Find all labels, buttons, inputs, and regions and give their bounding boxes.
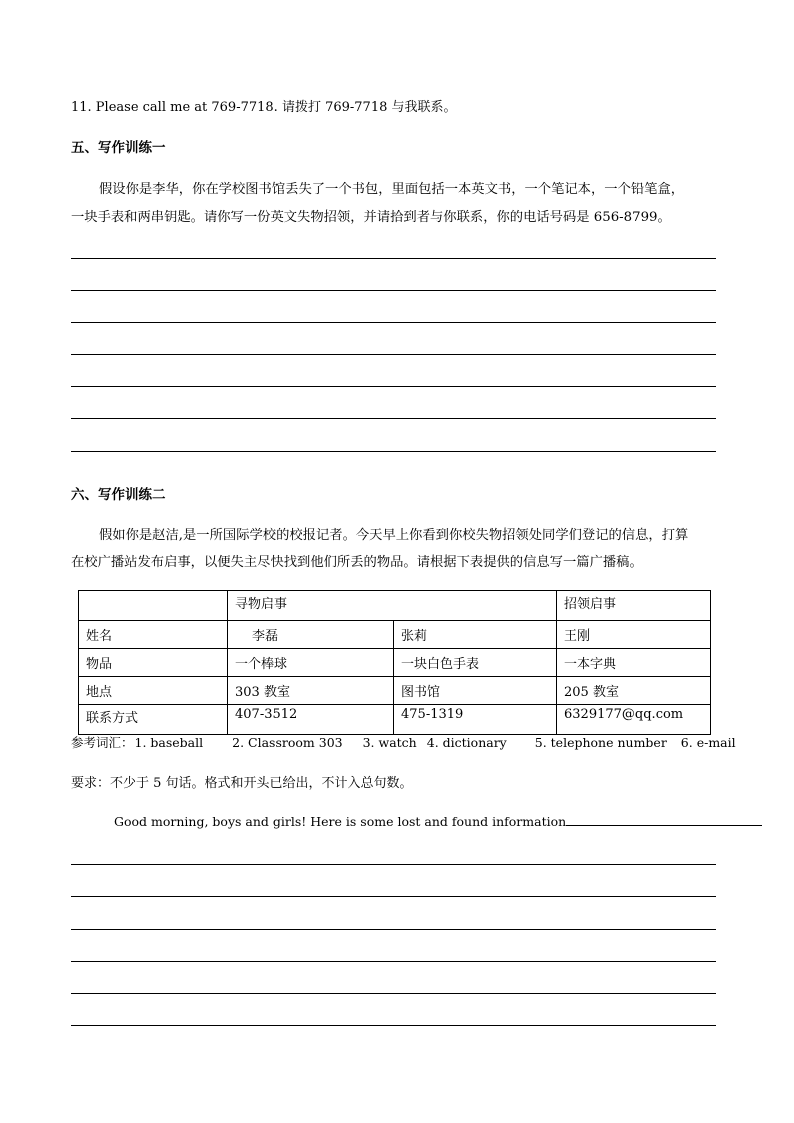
writing-line xyxy=(71,290,716,291)
writing-line xyxy=(71,322,716,323)
row-label: 物品 xyxy=(79,649,228,677)
table-cell: 图书馆 xyxy=(394,677,557,705)
writing-line xyxy=(71,993,716,994)
vocab-item: 4. dictionary xyxy=(426,735,507,750)
table-cell: 6329177@qq.com xyxy=(557,705,711,735)
table-cell: 一个棒球 xyxy=(228,649,394,677)
table-cell: 205 教室 xyxy=(557,677,711,705)
section-5-paragraph-line2: 一块手表和两串钥匙。请你写一份英文失物招领，并请拾到者与你联系，你的电话号码是 656-8799。 xyxy=(71,210,671,225)
table-cell: 475-1319 xyxy=(394,705,557,735)
table-cell: 王刚 xyxy=(557,621,711,649)
vocab-item: 5. telephone number xyxy=(534,735,667,750)
found-notice-header: 招领启事 xyxy=(557,591,711,621)
vocab-item: 1. baseball xyxy=(134,735,204,750)
table-header-row xyxy=(79,591,711,621)
sentence-11: 11. Please call me at 769-7718. 请拨打 769-7718 与我联系。 xyxy=(71,100,457,115)
writing-line xyxy=(71,258,716,259)
writing-line xyxy=(71,929,716,930)
table-row xyxy=(79,621,711,649)
requirement-text: 要求：不少于 5 句话。格式和开头已给出，不计入总句数。 xyxy=(71,776,413,791)
table-cell: 一块白色手表 xyxy=(394,649,557,677)
opening-blank[interactable] xyxy=(566,813,762,826)
writing-line xyxy=(71,354,716,355)
table-cell: 李磊 xyxy=(228,621,394,649)
opening-line xyxy=(114,813,762,829)
section-6-paragraph-line2: 在校广播站发布启事，以便失主尽快找到他们所丢的物品。请根据下表提供的信息写一篇广播稿。 xyxy=(71,555,643,570)
section-6-title: 六、写作训练二 xyxy=(71,487,166,503)
opening-text: Good morning, boys and girls! Here is some lost and found information xyxy=(114,814,567,829)
table-row xyxy=(79,649,711,677)
vocab-item: 3. watch xyxy=(362,735,417,750)
vocab-item: 6. e-mail xyxy=(680,735,736,750)
table-cell: 一本字典 xyxy=(557,649,711,677)
row-label: 地点 xyxy=(79,677,228,705)
row-label: 姓名 xyxy=(79,621,228,649)
section-5-title: 五、写作训练一 xyxy=(71,140,166,156)
vocabulary-line xyxy=(71,733,736,751)
table-row xyxy=(79,705,711,735)
table-corner-cell xyxy=(79,591,228,621)
writing-line xyxy=(71,1025,716,1026)
vocabulary-label: 参考词汇： xyxy=(71,735,134,750)
section-6-paragraph-line1: 假如你是赵洁,是一所国际学校的校报记者。今天早上你看到你校失物招领处同学们登记的信息，打算 xyxy=(99,528,689,543)
section-5-paragraph-line1: 假设你是李华，你在学校图书馆丢失了一个书包，里面包括一本英文书，一个笔记本，一个铅笔盒， xyxy=(99,182,685,197)
writing-line xyxy=(71,451,716,452)
writing-line xyxy=(71,386,716,387)
table-cell: 303 教室 xyxy=(228,677,394,705)
lost-and-found-table xyxy=(78,590,711,735)
writing-line xyxy=(71,864,716,865)
writing-line xyxy=(71,896,716,897)
writing-line xyxy=(71,418,716,419)
lost-notice-header: 寻物启事 xyxy=(228,591,557,621)
table-row xyxy=(79,677,711,705)
vocab-item: 2. Classroom 303 xyxy=(232,735,343,750)
writing-line xyxy=(71,961,716,962)
table-cell: 407-3512 xyxy=(228,705,394,735)
table-cell: 张莉 xyxy=(394,621,557,649)
row-label: 联系方式 xyxy=(79,705,228,735)
